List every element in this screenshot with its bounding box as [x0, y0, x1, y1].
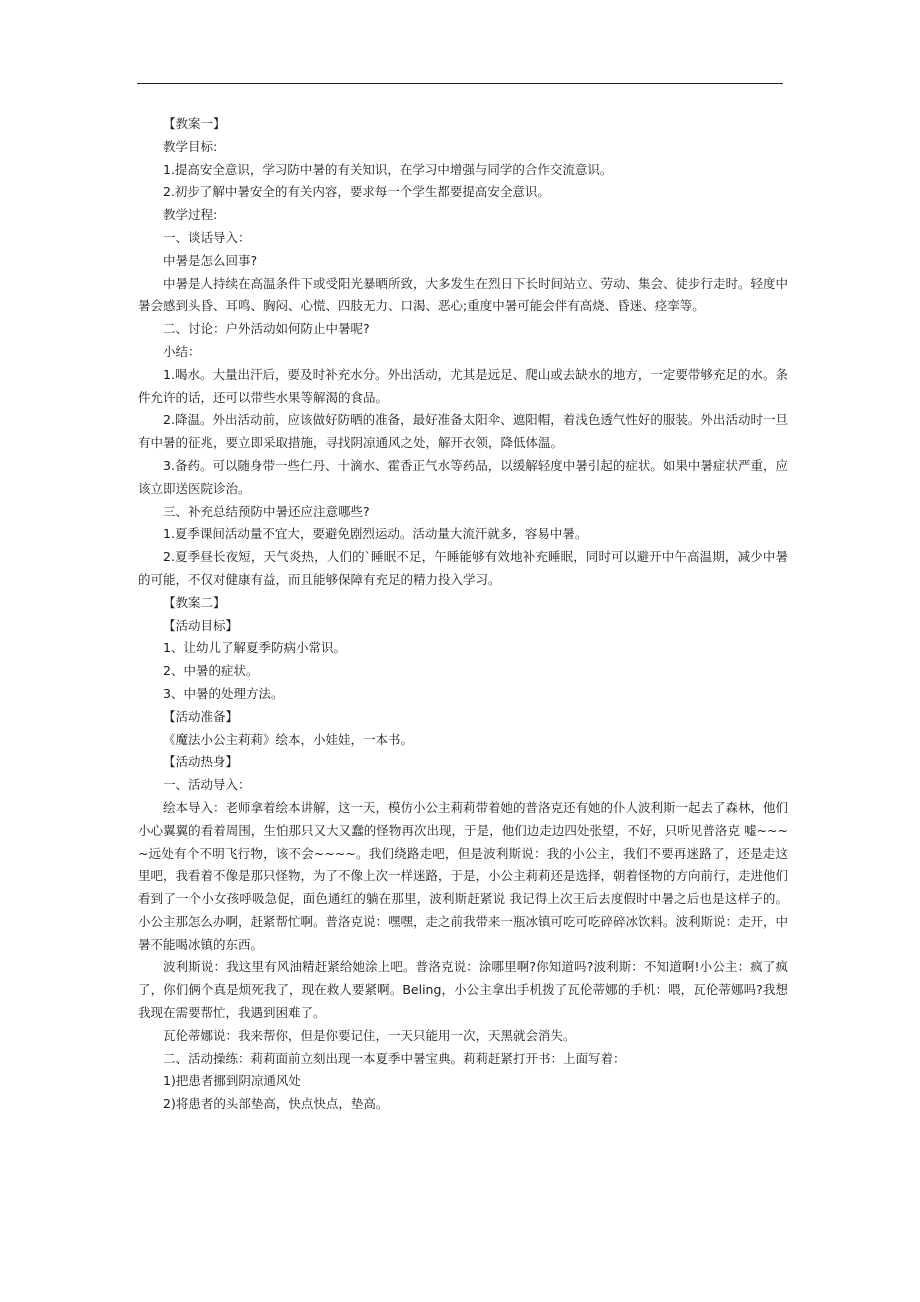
story-paragraph-1: 绘本导入：老师拿着绘本讲解，这一天，模仿小公主莉莉带着她的普洛克还有她的仆人波利斯一起去了森林，他们小心翼翼的看着周围，生怕那只又大又蠢的怪物再次出现，于是，他们边走边四处张望，不好，只听见普洛克 嘘~~~~远处有个不明飞行物，该不会~~~~。我们绕路走吧，但是波利斯说：我的小公主，我们不要再迷路了，还是走这里吧，我看着不像是那只怪物，为了不像上次一样迷路，于是，小公主莉莉还是选择，朝着怪物的方向前行，走进他们看到了一个小女孩呼吸急促，面色通红的躺在那里，波利斯赶紧说 我记得上次王后去度假时中暑之后也是这样子的。小公主那怎么办啊，赶紧帮忙啊。普洛克说：嘿嘿，走之前我带来一瓶冰镇可吃可吃碎碎冰饮料。波利斯说：走开，中暑不能喝冰镇的东西。 — [138, 799, 789, 952]
goal-item-1: 1.提高安全意识，学习防中暑的有关知识，在学习中增强与同学的合作交流意识。 — [163, 161, 613, 177]
activity-section-1-title: 一、活动导入： — [163, 777, 251, 793]
header-rule — [137, 83, 783, 84]
activity-goal-1: 1、让幼儿了解夏季防病小常识。 — [163, 640, 346, 656]
activity-goal-3: 3、中暑的处理方法。 — [163, 685, 284, 701]
activity-goal-2: 2、中暑的症状。 — [163, 663, 259, 679]
summary-item-3: 3.备药。可以随身带一些仁丹、十滴水、霍香正气水等药品，以缓解轻度中暑引起的症状。如果中暑症状严重，应该立即送医院诊治。 — [138, 457, 788, 496]
label-activity-preparation: 【活动准备】 — [163, 708, 239, 724]
heading-lesson-two: 【教案二】 — [163, 594, 226, 610]
section-3-title: 三、补充总结预防中暑还应注意哪些? — [163, 503, 370, 519]
question-heatstroke: 中暑是怎么回事? — [163, 252, 258, 268]
step-item-2: 2)将患者的头部垫高，快点快点，垫高。 — [163, 1096, 389, 1112]
heading-lesson-one: 【教案一】 — [163, 116, 226, 131]
label-activity-warmup: 【活动热身】 — [163, 754, 239, 770]
preparation-items: 《魔法小公主莉莉》绘本，小娃娃，一本书。 — [163, 731, 414, 747]
section-1-title: 一、谈话导入： — [163, 229, 251, 245]
activity-section-2-title: 二、活动操练：莉莉面前立刻出现一本夏季中暑宝典。莉莉赶紧打开书：上面写着： — [163, 1050, 626, 1066]
step-item-1: 1)把患者挪到阴凉通风处 — [163, 1073, 301, 1089]
section-2-title: 二、讨论：户外活动如何防止中暑呢? — [163, 321, 370, 337]
goal-item-2: 2.初步了解中暑安全的有关内容，要求每一个学生都要提高安全意识。 — [163, 184, 550, 200]
paragraph-heatstroke-definition: 中暑是人持续在高温条件下或受阳光暴晒所致，大多发生在烈日下长时间站立、劳动、集会、徒步行走时。轻度中暑会感到头昏、耳鸣、胸闷、心慌、四肢无力、口渴、恶心;重度中暑可能会伴有高烧、昏迷、痉挛等。 — [138, 275, 789, 314]
summary-item-2: 2.降温。外出活动前，应该做好防晒的准备，最好准备太阳伞、遮阳帽，着浅色透气性好的服装。外出活动时一旦有中暑的征兆，要立即采取措施，寻找阴凉通风之处，解开衣领，降低体温。 — [138, 412, 788, 451]
story-paragraph-2: 波利斯说：我这里有风油精赶紧给她涂上吧。普洛克说：涂哪里啊?你知道吗?波利斯：不知道啊!小公主：疯了疯了，你们俩个真是烦死我了，现在救人要紧啊。Beling，小公主拿出手机拨了瓦伦蒂娜的手机：喂，瓦伦蒂娜吗?我想我现在需要帮忙，我遇到困难了。 — [138, 959, 788, 1021]
story-paragraph-3: 瓦伦蒂娜说：我来帮你，但是你要记住，一天只能用一次，天黑就会消失。 — [163, 1027, 576, 1043]
label-teaching-goals: 教学目标: — [163, 138, 218, 154]
label-summary: 小结： — [163, 343, 201, 359]
label-activity-goals: 【活动目标】 — [163, 617, 239, 633]
note-item-1: 1.夏季课间活动量不宜大，要避免剧烈运动。活动量大流汗就多，容易中暑。 — [163, 526, 588, 542]
label-teaching-process: 教学过程: — [163, 207, 218, 223]
summary-item-1: 1.喝水。大量出汗后，要及时补充水分。外出活动，尤其是远足、爬山或去缺水的地方，一定要带够充足的水。条件允许的话，还可以带些水果等解渴的食品。 — [138, 366, 788, 405]
document-body — [138, 113, 788, 1116]
note-item-2: 2.夏季昼长夜短，天气炎热，人们的`睡眠不足，午睡能够有效地补充睡眠，同时可以避开中午高温期，减少中暑的可能，不仅对健康有益，而且能够保障有充足的精力投入学习。 — [138, 549, 788, 587]
